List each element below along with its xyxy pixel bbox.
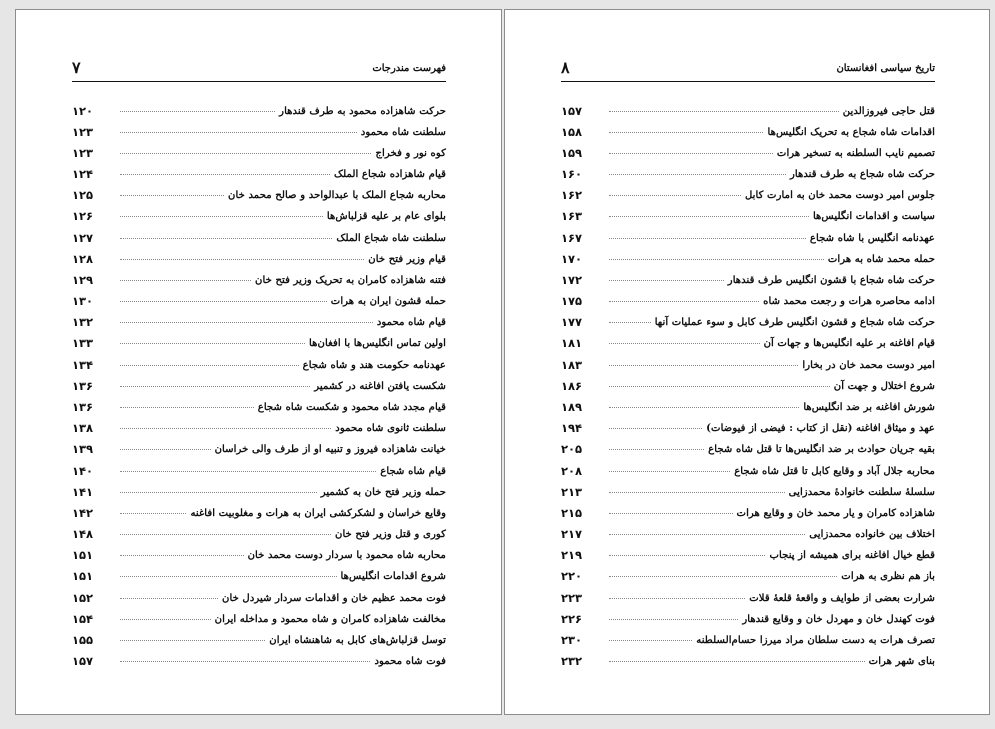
toc-leader-dots (609, 194, 741, 196)
toc-entry[interactable] (561, 502, 935, 523)
toc-entry-page: ۱۵۱ (72, 548, 94, 563)
toc-entry-title: فوت شاه محمود (374, 655, 446, 668)
toc-leader-dots (609, 618, 738, 620)
toc-entry-title: شروع اقدامات انگلیس‌ها (340, 570, 446, 583)
toc-entry-page: ۱۲۶ (72, 209, 94, 224)
toc-leader-dots (120, 152, 371, 154)
right-page-number: ۸ (561, 58, 570, 77)
toc-entry[interactable] (561, 460, 935, 481)
toc-entry-page: ۱۵۲ (72, 590, 94, 605)
toc-entry[interactable] (72, 121, 446, 142)
toc-entry-page: ۱۷۵ (561, 294, 583, 309)
toc-leader-dots (120, 597, 218, 599)
toc-entry-page: ۱۵۷ (72, 654, 94, 669)
toc-entry[interactable] (561, 439, 935, 460)
toc-leader-dots (609, 131, 763, 133)
toc-entry-page: ۱۳۲ (72, 315, 94, 330)
toc-entry[interactable] (561, 121, 935, 142)
left-page-header (72, 60, 446, 82)
toc-entry-title: حرکت شاه شجاع با قشون انگلیس طرف قندهار (727, 273, 935, 286)
toc-entry-title: کوه نور و فخراج (375, 146, 446, 159)
toc-entry-page: ۱۶۳ (561, 209, 583, 224)
toc-entry-title: تصرف هرات به دست سلطان مراد میرزا حسام‌السلطنه (696, 633, 935, 646)
toc-entry-page: ۱۲۸ (72, 251, 94, 266)
toc-entry[interactable] (72, 545, 446, 566)
toc-entry[interactable] (72, 566, 446, 587)
toc-entry-title: امیر دوست محمد خان در بخارا (802, 358, 935, 371)
toc-entry-page: ۲۱۷ (561, 527, 583, 542)
toc-entry[interactable] (72, 164, 446, 185)
toc-entry[interactable] (72, 269, 446, 290)
toc-entry[interactable] (72, 523, 446, 544)
toc-leader-dots (120, 215, 323, 217)
toc-leader-dots (609, 258, 824, 260)
toc-entry[interactable] (72, 629, 446, 650)
toc-entry[interactable] (561, 481, 935, 502)
toc-entry-page: ۱۴۱ (72, 484, 94, 499)
toc-entry-page: ۲۲۳ (561, 590, 583, 605)
toc-entry-page: ۲۳۰ (561, 632, 583, 647)
toc-entry[interactable] (561, 291, 935, 312)
toc-entry-page: ۱۲۰ (72, 103, 94, 118)
toc-entry[interactable] (72, 396, 446, 417)
toc-entry-title: کوری و قتل وزیر فتح خان (334, 528, 446, 541)
toc-leader-dots (609, 512, 733, 514)
toc-entry[interactable] (561, 164, 935, 185)
toc-entry-title: قیام وزیر فتح خان (368, 252, 446, 265)
toc-entry[interactable] (561, 375, 935, 396)
toc-entry-page: ۱۸۱ (561, 336, 583, 351)
toc-entry-title: فوت محمد عظیم خان و اقدامات سردار شیردل خان (222, 591, 446, 604)
toc-entry-page: ۱۲۳ (72, 124, 94, 139)
toc-entry-page: ۱۶۰ (561, 167, 583, 182)
toc-entry-title: محاربه جلال آباد و وقایع کابل تا قتل شاه شجاع (734, 464, 935, 477)
toc-entry[interactable] (72, 142, 446, 163)
toc-entry-page: ۱۳۴ (72, 357, 94, 372)
toc-entry-page: ۲۰۵ (561, 442, 583, 457)
toc-entry-title: جلوس امیر دوست محمد خان به امارت کابل (744, 189, 935, 202)
toc-leader-dots (609, 427, 702, 429)
toc-entry-title: شرارت بعضی از طوایف و واقعهٔ قلعهٔ قلات (749, 591, 935, 604)
toc-leader-dots (120, 110, 275, 112)
toc-entry-page: ۱۸۹ (561, 399, 583, 414)
toc-entry-page: ۱۳۸ (72, 421, 94, 436)
toc-leader-dots (609, 364, 798, 366)
toc-entry-title: بقیه جریان حوادث بر ضد انگلیس‌ها تا قتل شاه شجاع (708, 443, 935, 456)
toc-entry[interactable] (72, 418, 446, 439)
toc-entry-page: ۱۵۸ (561, 124, 583, 139)
toc-entry[interactable] (72, 333, 446, 354)
toc-entry[interactable] (561, 248, 935, 269)
toc-leader-dots (120, 364, 299, 366)
toc-leader-dots (120, 321, 373, 323)
toc-entry-title: توسل قزلباش‌های کابل به شاهنشاه ایران (269, 633, 446, 646)
toc-entry-page: ۱۷۷ (561, 315, 583, 330)
toc-entry-page: ۱۳۶ (72, 399, 94, 414)
left-header-title: فهرست مندرجات (372, 63, 446, 74)
toc-entry-title: محاربه شاه محمود با سردار دوست محمد خان (247, 549, 446, 562)
toc-entry-page: ۱۵۱ (72, 569, 94, 584)
toc-entry-page: ۱۷۲ (561, 272, 583, 287)
toc-entry[interactable] (561, 142, 935, 163)
toc-entry-title: شاهزاده کامران و یار محمد خان و وقایع هرات (736, 506, 935, 519)
toc-entry-page: ۱۵۴ (72, 611, 94, 626)
toc-entry-title: عهد و میثاق افاغنه (نقل از کتاب : فیضی از فیوضات) (706, 422, 935, 435)
toc-entry-title: فتنه شاهزاده کامران به تحریک وزیر فتح خان (255, 273, 446, 286)
right-page-header (561, 60, 935, 82)
toc-leader-dots (120, 427, 331, 429)
toc-entry-title: فوت کهندل خان و مهردل خان و وقایع قندهار (742, 612, 935, 625)
toc-leader-dots (609, 533, 805, 535)
toc-leader-dots (120, 491, 317, 493)
toc-entry-title: ادامه محاصره هرات و رجعت محمد شاه (763, 295, 935, 308)
toc-entry-title: شورش افاغنه بر ضد انگلیس‌ها (803, 400, 935, 413)
toc-entry[interactable] (72, 291, 446, 312)
toc-entry[interactable] (561, 312, 935, 333)
toc-leader-dots (609, 639, 692, 641)
toc-leader-dots (609, 597, 745, 599)
toc-entry[interactable] (72, 227, 446, 248)
toc-entry-page: ۱۳۹ (72, 442, 94, 457)
toc-leader-dots (120, 533, 331, 535)
toc-entry-title: سلسلهٔ سلطنت خانوادهٔ محمدزایی (788, 485, 935, 498)
toc-entry-title: بنای شهر هرات (868, 655, 935, 668)
toc-leader-dots (609, 152, 773, 154)
toc-entry[interactable] (561, 100, 935, 121)
toc-leader-dots (609, 470, 730, 472)
left-toc-list (72, 100, 446, 672)
toc-entry-title: سلطنت ثانوی شاه محمود (335, 422, 446, 435)
toc-leader-dots (120, 639, 265, 641)
toc-leader-dots (609, 321, 651, 323)
toc-leader-dots (609, 385, 830, 387)
left-page (15, 9, 502, 715)
toc-entry-page: ۱۳۳ (72, 336, 94, 351)
right-toc-list (561, 100, 935, 672)
toc-entry-title: باز هم نظری به هرات (841, 570, 935, 583)
toc-entry-page: ۱۵۹ (561, 145, 583, 160)
toc-entry-title: اقدامات شاه شجاع به تحریک انگلیس‌ها (767, 125, 935, 138)
toc-entry-page: ۲۰۸ (561, 463, 583, 478)
toc-entry-page: ۱۲۳ (72, 145, 94, 160)
toc-leader-dots (609, 448, 704, 450)
toc-leader-dots (120, 512, 186, 514)
toc-leader-dots (120, 470, 376, 472)
toc-leader-dots (609, 173, 786, 175)
toc-entry[interactable] (561, 418, 935, 439)
toc-entry[interactable] (72, 502, 446, 523)
toc-leader-dots (609, 279, 724, 281)
toc-leader-dots (120, 194, 224, 196)
toc-entry[interactable] (561, 227, 935, 248)
toc-entry-title: حمله محمد شاه به هرات (827, 252, 935, 265)
toc-leader-dots (609, 660, 865, 662)
toc-entry-title: تصمیم نایب السلطنه به تسخیر هرات (776, 146, 935, 159)
toc-entry-page: ۱۶۲ (561, 188, 583, 203)
toc-entry-title: سلطنت شاه شجاع الملک (336, 231, 446, 244)
toc-entry-title: مخالفت شاهزاده کامران و شاه محمود و مداخله ایران (214, 612, 446, 625)
toc-entry[interactable] (72, 248, 446, 269)
toc-leader-dots (120, 660, 370, 662)
toc-entry-page: ۲۲۶ (561, 611, 583, 626)
left-page-number: ۷ (72, 58, 81, 77)
toc-leader-dots (120, 618, 211, 620)
toc-entry-title: حرکت شاه شجاع و قشون انگلیس طرف کابل و سوء عملیات آنها (654, 316, 935, 329)
toc-entry[interactable] (72, 608, 446, 629)
toc-entry-page: ۲۱۳ (561, 484, 583, 499)
toc-leader-dots (609, 237, 806, 239)
toc-entry-page: ۲۳۲ (561, 654, 583, 669)
toc-entry-page: ۲۲۰ (561, 569, 583, 584)
toc-entry-title: حمله وزیر فتح خان به کشمیر (320, 485, 446, 498)
toc-entry-title: قیام شاهزاده شجاع الملک (334, 168, 446, 181)
toc-entry[interactable] (561, 354, 935, 375)
toc-entry[interactable] (72, 439, 446, 460)
toc-leader-dots (120, 342, 305, 344)
toc-entry-title: عهدنامه انگلیس با شاه شجاع (809, 231, 935, 244)
toc-leader-dots (609, 342, 760, 344)
toc-entry-page: ۲۱۵ (561, 505, 583, 520)
toc-entry-title: قیام مجدد شاه محمود و شکست شاه شجاع (257, 400, 446, 413)
right-page (504, 9, 990, 715)
toc-entry-page: ۱۷۰ (561, 251, 583, 266)
toc-entry[interactable] (561, 566, 935, 587)
toc-leader-dots (609, 110, 839, 112)
toc-leader-dots (609, 406, 799, 408)
toc-entry-title: حرکت شاهزاده محمود به طرف قندهار (279, 104, 446, 117)
toc-entry-title: قتل حاجی فیروزالدین (842, 104, 935, 117)
toc-entry[interactable] (561, 650, 935, 671)
toc-entry-page: ۱۲۹ (72, 272, 94, 287)
toc-leader-dots (120, 237, 332, 239)
toc-entry[interactable] (561, 206, 935, 227)
toc-entry[interactable] (561, 185, 935, 206)
toc-entry-page: ۱۴۰ (72, 463, 94, 478)
toc-entry-title: قیام افاغنه بر علیه انگلیس‌ها و جهات آن (763, 337, 935, 350)
toc-entry-title: بلوای عام بر علیه قزلباش‌ها (326, 210, 446, 223)
toc-entry-page: ۱۸۳ (561, 357, 583, 372)
toc-entry-title: محاربه شجاع الملک با عبدالواحد و صالح محمد خان (228, 189, 446, 202)
toc-leader-dots (120, 385, 310, 387)
toc-leader-dots (609, 554, 765, 556)
toc-entry[interactable] (561, 396, 935, 417)
toc-entry-title: سلطنت شاه محمود (360, 125, 446, 138)
toc-leader-dots (609, 215, 809, 217)
toc-entry[interactable] (561, 608, 935, 629)
toc-entry[interactable] (72, 185, 446, 206)
toc-entry[interactable] (561, 545, 935, 566)
toc-entry-title: اختلاف بین خانواده محمدزایی (809, 528, 935, 541)
toc-leader-dots (609, 575, 837, 577)
toc-entry-title: سیاست و اقدامات انگلیس‌ها (812, 210, 935, 223)
toc-entry-page: ۱۹۴ (561, 421, 583, 436)
toc-leader-dots (609, 300, 759, 302)
toc-leader-dots (120, 300, 327, 302)
toc-leader-dots (120, 258, 364, 260)
toc-leader-dots (120, 554, 244, 556)
toc-entry[interactable] (72, 312, 446, 333)
toc-entry[interactable] (72, 375, 446, 396)
right-header-title: تاریخ سیاسی افغانستان (836, 63, 935, 74)
toc-entry[interactable] (72, 206, 446, 227)
toc-entry-title: عهدنامه حکومت هند و شاه شجاع (302, 358, 446, 371)
toc-entry-page: ۱۵۷ (561, 103, 583, 118)
toc-entry-page: ۱۵۵ (72, 632, 94, 647)
toc-leader-dots (120, 448, 211, 450)
toc-leader-dots (609, 491, 785, 493)
toc-entry-title: خیانت شاهزاده فیروز و تنبیه او از طرف والی خراسان (214, 443, 446, 456)
toc-entry[interactable] (561, 333, 935, 354)
toc-entry-page: ۱۴۸ (72, 527, 94, 542)
toc-entry[interactable] (72, 460, 446, 481)
toc-leader-dots (120, 131, 357, 133)
toc-leader-dots (120, 575, 337, 577)
toc-entry-page: ۱۲۴ (72, 167, 94, 182)
toc-entry[interactable] (72, 100, 446, 121)
toc-entry-page: ۱۳۰ (72, 294, 94, 309)
toc-entry-title: شروع اختلال و جهت آن (833, 379, 935, 392)
toc-entry-title: حرکت شاه شجاع به طرف قندهار (789, 168, 935, 181)
toc-entry-title: قیام شاه محمود (376, 316, 446, 329)
toc-entry[interactable] (72, 354, 446, 375)
toc-entry-page: ۱۳۶ (72, 378, 94, 393)
toc-entry-title: قیام شاه شجاع (380, 464, 446, 477)
toc-entry[interactable] (561, 523, 935, 544)
toc-entry-title: اولین تماس انگلیس‌ها با افغان‌ها (309, 337, 446, 350)
toc-entry-title: حمله قشون ایران به هرات (330, 295, 446, 308)
toc-entry-page: ۲۱۹ (561, 548, 583, 563)
toc-entry[interactable] (561, 269, 935, 290)
toc-entry-page: ۱۲۷ (72, 230, 94, 245)
toc-entry-page: ۱۴۲ (72, 505, 94, 520)
toc-entry-title: شکست یافتن افاغنه در کشمیر (314, 379, 446, 392)
toc-entry[interactable] (561, 587, 935, 608)
toc-entry[interactable] (72, 587, 446, 608)
toc-entry-title: قطع خیال افاغنه برای همیشه از پنجاب (769, 549, 935, 562)
toc-entry-page: ۱۲۵ (72, 188, 94, 203)
toc-entry-page: ۱۸۶ (561, 378, 583, 393)
toc-entry[interactable] (72, 481, 446, 502)
toc-leader-dots (120, 173, 330, 175)
toc-leader-dots (120, 406, 254, 408)
toc-entry[interactable] (72, 650, 446, 671)
toc-leader-dots (120, 279, 251, 281)
toc-entry-title: وقایع خراسان و لشکرکشی ایران به هرات و مغلوبیت افاغنه (190, 506, 446, 519)
toc-entry[interactable] (561, 629, 935, 650)
toc-entry-page: ۱۶۷ (561, 230, 583, 245)
